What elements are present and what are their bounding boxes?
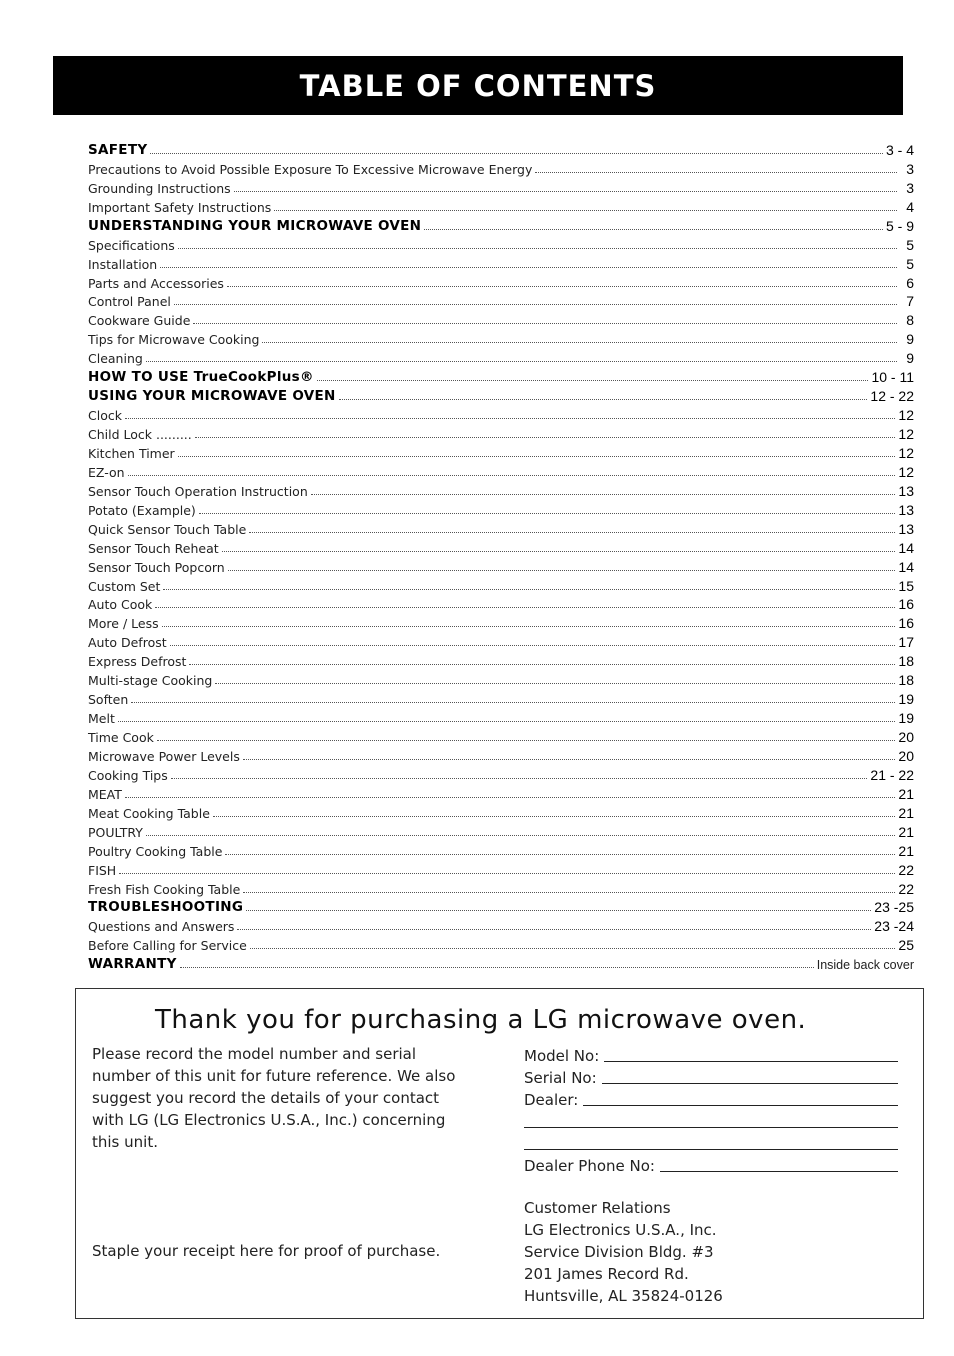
dot-leader (262, 342, 897, 343)
dot-leader (146, 835, 895, 836)
dot-leader (174, 304, 897, 305)
toc-entry (88, 139, 914, 158)
dot-leader (234, 191, 897, 192)
toc-entry-page: 21 (898, 823, 914, 840)
dot-leader (228, 570, 896, 571)
toc-entry-label: Sensor Touch Popcorn (88, 559, 225, 575)
toc-entry-page: 21 - 22 (870, 766, 914, 783)
toc-entry-label: Potato (Example) (88, 502, 196, 518)
dot-leader (237, 929, 871, 930)
toc-entry-page: 12 (898, 463, 914, 480)
toc-entry-label: Express Defrost (88, 654, 187, 670)
toc-entry-page: Inside back cover (816, 958, 914, 973)
toc-entry-page: 22 (898, 861, 914, 878)
blank-line (524, 1127, 898, 1128)
toc-entry (88, 859, 914, 878)
address-line: 201 James Record Rd. (524, 1265, 689, 1283)
toc-entry-label: Soften (88, 692, 129, 708)
toc-entry (88, 953, 914, 972)
dot-leader (249, 532, 895, 533)
dot-leader (199, 513, 896, 514)
toc-entry-page: 22 (898, 880, 914, 897)
toc-entry (88, 423, 914, 442)
dealer-phone-label: Dealer Phone No: (524, 1157, 655, 1175)
toc-entry-page: 25 (898, 937, 914, 954)
staple-note: Staple your receipt here for proof of purchase. (92, 1242, 441, 1260)
toc-entry-label: More / Less (88, 616, 159, 632)
dot-leader (171, 778, 868, 779)
toc-entry-page: 14 (898, 558, 914, 575)
dot-leader (274, 210, 897, 211)
dot-leader (125, 418, 895, 419)
toc-entry-label: Cooking Tips (88, 767, 168, 783)
dot-leader (170, 645, 896, 646)
toc-entry-label: Kitchen Timer (88, 445, 175, 461)
blank-line (524, 1149, 898, 1150)
toc-entry (88, 272, 914, 291)
model-field (524, 1043, 898, 1065)
toc-entry-page: 7 (906, 293, 914, 310)
toc-entry (88, 575, 914, 594)
dot-leader (225, 854, 895, 855)
dot-leader (131, 702, 895, 703)
toc-entry-label: UNDERSTANDING YOUR MICROWAVE OVEN (88, 217, 422, 234)
dot-leader (157, 740, 896, 741)
toc-entry-page: 17 (898, 634, 914, 651)
toc-entry-label: Sensor Touch Operation Instruction (88, 483, 308, 499)
dot-leader (243, 759, 896, 760)
toc-entry (88, 802, 914, 821)
toc-entry-page: 20 (898, 747, 914, 764)
toc-entry-label: Auto Cook (88, 597, 153, 613)
dot-leader (118, 721, 896, 722)
toc-entry-page: 12 (898, 444, 914, 461)
dot-leader (222, 551, 896, 552)
toc-entry (88, 650, 914, 669)
dot-leader (195, 437, 896, 438)
toc-entry (88, 442, 914, 461)
toc-entry (88, 745, 914, 764)
toc-entry-page: 8 (906, 312, 914, 329)
dot-leader (213, 816, 896, 817)
model-label: Model No: (524, 1047, 600, 1065)
dealer-extra-line-1 (524, 1109, 898, 1131)
toc-entry-label: Microwave Power Levels (88, 748, 240, 764)
toc-entry-label: Poultry Cooking Table (88, 843, 223, 859)
toc-entry-label: Cookware Guide (88, 313, 191, 329)
toc-entry-page: 15 (898, 577, 914, 594)
dot-leader (535, 172, 897, 173)
address-line: Customer Relations (524, 1199, 671, 1217)
serial-field (524, 1065, 898, 1087)
toc-entry-page: 3 (906, 160, 914, 177)
record-fields (524, 1043, 898, 1307)
toc-entry (88, 461, 914, 480)
toc-entry (88, 556, 914, 575)
dot-leader (160, 267, 897, 268)
toc-entry (88, 291, 914, 310)
toc-entry-label: Auto Defrost (88, 635, 167, 651)
toc-entry-label: TROUBLESHOOTING (88, 899, 244, 916)
dot-leader (227, 286, 897, 287)
toc-entry-label: Time Cook (88, 730, 154, 745)
dot-leader (150, 153, 883, 154)
toc-entry (88, 821, 914, 840)
dealer-line (583, 1105, 898, 1106)
dealer-phone-field (524, 1153, 898, 1175)
toc-entry (88, 196, 914, 215)
dealer-phone-line (660, 1171, 898, 1172)
thank-you-box (75, 988, 924, 1319)
toc-entry-page: 5 (906, 255, 914, 272)
dot-leader (246, 910, 871, 911)
toc-entry-label: Fresh Fish Cooking Table (88, 881, 241, 897)
toc-entry-label: Meat Cooking Table (88, 805, 210, 821)
toc-entry-label: Parts and Accessories (88, 275, 224, 291)
toc-entry-page: 13 (898, 520, 914, 537)
toc-entry-page: 18 (898, 672, 914, 689)
toc-entry-page: 12 (898, 407, 914, 424)
dealer-extra-line-2 (524, 1131, 898, 1153)
address-line: Huntsville, AL 35824-0126 (524, 1287, 723, 1305)
dot-leader (189, 664, 895, 665)
dot-leader (424, 229, 883, 230)
thank-you-title: Thank you for purchasing a LG microwave oven. (155, 1005, 807, 1035)
dot-leader (162, 626, 896, 627)
toc-entry-label: Cleaning (88, 351, 143, 367)
toc-entry (88, 840, 914, 859)
toc-entry-label: USING YOUR MICROWAVE OVEN (88, 388, 336, 405)
toc-entry-page: 5 - 9 (885, 217, 914, 234)
toc-entry-page: 16 (898, 596, 914, 613)
toc-entry-label: Important Safety Instructions (88, 199, 272, 215)
dot-leader (250, 948, 896, 949)
toc-entry-page: 18 (898, 653, 914, 670)
dot-leader (311, 494, 896, 495)
toc-entry (88, 347, 914, 366)
toc-entry-label: Specifications (88, 237, 175, 253)
dot-leader (180, 967, 814, 968)
toc-entry (88, 366, 914, 385)
dot-leader (243, 892, 895, 893)
toc-entry-page: 5 (906, 236, 914, 253)
toc-entry-page: 14 (898, 539, 914, 556)
dot-leader (339, 399, 868, 400)
toc-entry-page: 3 (906, 179, 914, 196)
dot-leader (193, 323, 897, 324)
toc-entry-page: 13 (898, 482, 914, 499)
toc-entry (88, 764, 914, 783)
toc-entry (88, 499, 914, 518)
dot-leader (317, 380, 869, 381)
dot-leader (178, 456, 896, 457)
toc-entry-label: SAFETY (88, 141, 148, 158)
dot-leader (155, 607, 895, 608)
toc-entry-label: EZ-on (88, 464, 125, 480)
toc-entry-page: 21 (898, 804, 914, 821)
toc-entry-label: Multi-stage Cooking (88, 673, 213, 689)
toc-entry (88, 612, 914, 631)
toc-entry (88, 404, 914, 423)
toc-entry (88, 669, 914, 688)
toc-entry-label: Precautions to Avoid Possible Exposure To Excessive Microwave Energy (88, 161, 533, 177)
toc-entry-page: 23 -24 (874, 918, 914, 935)
toc-entry-page: 4 (906, 198, 914, 215)
toc-entry-label: FISH (88, 862, 117, 878)
toc-entry-label: POULTRY (88, 824, 143, 840)
toc-entry (88, 726, 914, 745)
toc-entry-label: Control Panel (88, 294, 171, 310)
toc-entry-label: Sensor Touch Reheat (88, 540, 219, 556)
toc-entry-page: 21 (898, 785, 914, 802)
dot-leader (215, 683, 895, 684)
toc-entry (88, 915, 914, 934)
toc-entry (88, 537, 914, 556)
dealer-field (524, 1087, 898, 1109)
dot-leader (128, 475, 896, 476)
toc-entry-page: 19 (898, 710, 914, 727)
toc-entry-label: Custom Set (88, 578, 161, 594)
toc-entry (88, 215, 914, 234)
toc-entry (88, 234, 914, 253)
toc-entry-page: 21 (898, 842, 914, 859)
toc-entry (88, 480, 914, 499)
page-title: TABLE OF CONTENTS (299, 68, 657, 103)
dot-leader (178, 248, 897, 249)
toc-entry (88, 253, 914, 272)
toc-entry (88, 707, 914, 726)
toc-entry (88, 631, 914, 650)
toc-entry (88, 158, 914, 177)
toc-entry (88, 897, 914, 916)
toc-entry (88, 309, 914, 328)
toc-entry-page: 10 - 11 (871, 369, 914, 386)
toc-entry-page: 19 (898, 691, 914, 708)
toc-entry-label: Questions and Answers (88, 919, 235, 935)
toc-entry-page: 6 (906, 274, 914, 291)
address-line: LG Electronics U.S.A., Inc. (524, 1221, 717, 1239)
toc-entry (88, 518, 914, 537)
toc-entry (88, 934, 914, 953)
toc-entry-page: 12 - 22 (870, 388, 914, 405)
toc-entry-label: Installation (88, 256, 158, 272)
toc-entry-page: 20 (898, 729, 914, 745)
toc-entry-page: 9 (906, 350, 914, 367)
toc-entry-label: MEAT (88, 786, 122, 802)
toc-entry-page: 9 (906, 331, 914, 348)
toc-entry (88, 594, 914, 613)
toc-entry (88, 328, 914, 347)
dot-leader (163, 589, 895, 590)
serial-line (602, 1083, 898, 1084)
customer-relations-address (524, 1197, 898, 1307)
toc-entry (88, 385, 914, 404)
table-of-contents (88, 139, 914, 972)
title-banner (53, 56, 903, 115)
toc-entry-label: Clock (88, 408, 122, 424)
toc-entry (88, 688, 914, 707)
toc-entry-label: Child Lock ......... (88, 427, 192, 442)
serial-label: Serial No: (524, 1069, 597, 1087)
toc-entry-label: HOW TO USE TrueCookPlus® (88, 369, 314, 386)
dot-leader (119, 873, 895, 874)
address-line: Service Division Bldg. #3 (524, 1243, 714, 1261)
toc-entry-page: 23 -25 (874, 899, 914, 916)
model-line (604, 1061, 898, 1062)
toc-entry-label: Tips for Microwave Cooking (88, 332, 260, 348)
toc-entry-label: WARRANTY (88, 956, 177, 973)
toc-entry-label: Quick Sensor Touch Table (88, 521, 247, 537)
toc-entry-page: 12 (898, 426, 914, 442)
dealer-label: Dealer: (524, 1091, 579, 1109)
toc-entry-label: Melt (88, 711, 115, 727)
toc-entry-page: 3 - 4 (885, 141, 914, 158)
dot-leader (146, 361, 897, 362)
toc-entry-label: Before Calling for Service (88, 938, 247, 954)
dot-leader (125, 797, 896, 798)
toc-entry (88, 878, 914, 897)
record-instructions: Please record the model number and serial number of this unit for future reference. We also suggest you record the details of your contact with LG (LG Electronics U.S.A., Inc.) concerning this unit. (92, 1045, 456, 1151)
toc-entry (88, 177, 914, 196)
toc-entry-page: 16 (898, 615, 914, 632)
toc-entry-page: 13 (898, 501, 914, 518)
toc-entry-label: Grounding Instructions (88, 180, 231, 196)
toc-entry (88, 783, 914, 802)
